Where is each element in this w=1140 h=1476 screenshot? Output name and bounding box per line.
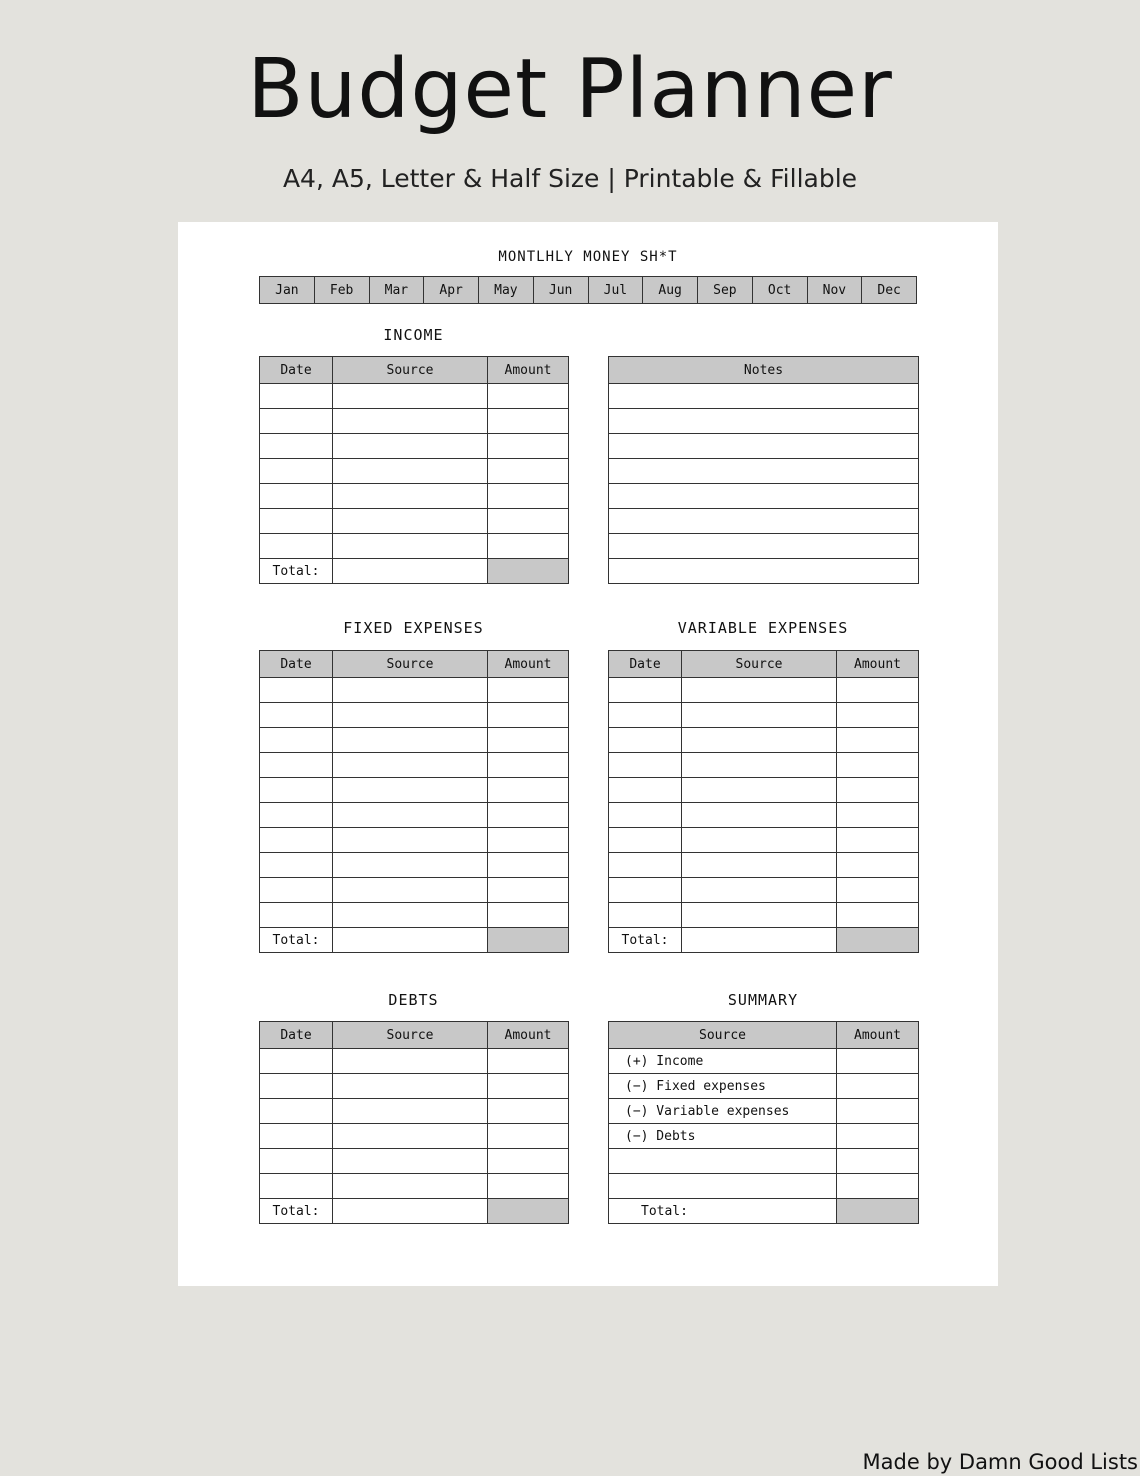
table-cell[interactable] (837, 828, 919, 853)
column-header-date: Date (609, 651, 682, 678)
fixed-expenses-label: FIXED EXPENSES (343, 619, 484, 637)
table-cell[interactable] (488, 703, 569, 728)
table-cell[interactable] (260, 753, 333, 778)
debts-label: DEBTS (388, 991, 439, 1009)
table-cell[interactable] (333, 878, 488, 903)
table-cell[interactable] (609, 903, 682, 928)
table-row (260, 534, 569, 559)
month-tab-apr[interactable]: Apr (424, 277, 479, 303)
page-subtitle: A4, A5, Letter & Half Size | Printable & Fillable (282, 164, 858, 193)
table-row (260, 853, 569, 878)
total-label: Total: (609, 1199, 837, 1224)
table-cell[interactable] (260, 853, 333, 878)
table-cell[interactable] (837, 878, 919, 903)
summary-amount-cell[interactable] (837, 1174, 919, 1199)
table-cell[interactable] (609, 409, 919, 434)
total-amount-cell[interactable] (488, 559, 569, 584)
table-cell[interactable] (609, 509, 919, 534)
table-cell[interactable] (609, 459, 919, 484)
table-cell[interactable] (333, 484, 488, 509)
total-amount-cell[interactable] (488, 1199, 569, 1224)
page-title: Budget Planner (247, 42, 893, 137)
table-row (260, 803, 569, 828)
table-cell[interactable] (682, 678, 837, 703)
summary-row (609, 1124, 919, 1149)
column-header-date: Date (260, 1022, 333, 1049)
summary-item-label (609, 1149, 837, 1174)
column-header-source: Source (682, 651, 837, 678)
table-cell[interactable] (488, 1074, 569, 1099)
table-row (260, 509, 569, 534)
summary-amount-cell[interactable] (837, 1124, 919, 1149)
table-cell[interactable] (837, 728, 919, 753)
table-row (609, 459, 919, 484)
table-row (609, 678, 919, 703)
table-cell[interactable] (488, 828, 569, 853)
summary-item-label: (−) Variable expenses (609, 1099, 837, 1124)
variable-expenses-table (608, 650, 919, 953)
table-cell[interactable] (260, 409, 333, 434)
table-cell[interactable] (260, 509, 333, 534)
summary-row (609, 1074, 919, 1099)
table-cell[interactable] (488, 803, 569, 828)
table-cell[interactable] (682, 853, 837, 878)
total-source-cell[interactable] (682, 928, 837, 953)
summary-row (609, 1174, 919, 1199)
table-cell[interactable] (333, 534, 488, 559)
table-cell[interactable] (488, 1149, 569, 1174)
table-cell[interactable] (488, 778, 569, 803)
summary-amount-cell[interactable] (837, 1099, 919, 1124)
table-cell[interactable] (333, 703, 488, 728)
table-cell[interactable] (488, 903, 569, 928)
table-cell[interactable] (682, 778, 837, 803)
table-cell[interactable] (837, 903, 919, 928)
table-cell[interactable] (488, 728, 569, 753)
month-tab-mar[interactable]: Mar (370, 277, 425, 303)
table-cell[interactable] (260, 1074, 333, 1099)
table-cell[interactable] (260, 534, 333, 559)
table-row (609, 703, 919, 728)
table-cell[interactable] (333, 853, 488, 878)
total-row (260, 928, 569, 953)
table-cell[interactable] (488, 753, 569, 778)
summary-amount-cell[interactable] (837, 1049, 919, 1074)
table-row (609, 828, 919, 853)
table-cell[interactable] (609, 778, 682, 803)
column-header-amount: Amount (837, 1022, 919, 1049)
column-header-amount: Amount (488, 1022, 569, 1049)
table-row (260, 1074, 569, 1099)
table-cell[interactable] (260, 828, 333, 853)
summary-table (608, 1021, 919, 1224)
table-cell[interactable] (260, 1149, 333, 1174)
table-cell[interactable] (333, 1174, 488, 1199)
debts-table (259, 1021, 569, 1224)
month-tab-jun[interactable]: Jun (534, 277, 589, 303)
table-cell[interactable] (333, 1149, 488, 1174)
month-tab-feb[interactable]: Feb (315, 277, 370, 303)
total-amount-cell[interactable] (837, 1199, 919, 1224)
table-row (260, 778, 569, 803)
table-cell[interactable] (488, 1174, 569, 1199)
income-table (259, 356, 569, 584)
table-cell[interactable] (488, 1124, 569, 1149)
total-source-cell[interactable] (333, 928, 488, 953)
table-cell[interactable] (837, 753, 919, 778)
month-tab-nov[interactable]: Nov (808, 277, 863, 303)
total-label: Total: (609, 928, 682, 953)
summary-item-label (609, 1174, 837, 1199)
table-cell[interactable] (488, 1099, 569, 1124)
table-row (609, 728, 919, 753)
table-row (260, 459, 569, 484)
table-cell[interactable] (260, 703, 333, 728)
table-row (260, 434, 569, 459)
column-header-date: Date (260, 357, 333, 384)
table-cell[interactable] (260, 384, 333, 409)
table-cell[interactable] (488, 1049, 569, 1074)
total-row (260, 1199, 569, 1224)
table-row (609, 534, 919, 559)
table-cell[interactable] (837, 778, 919, 803)
column-header-notes: Notes (609, 357, 919, 384)
month-tab-jul[interactable]: Jul (589, 277, 644, 303)
notes-table (608, 356, 919, 584)
table-row (260, 1099, 569, 1124)
total-label: Total: (260, 1199, 333, 1224)
table-row (260, 484, 569, 509)
table-cell[interactable] (682, 878, 837, 903)
table-cell[interactable] (609, 828, 682, 853)
total-label: Total: (260, 559, 333, 584)
table-cell[interactable] (488, 534, 569, 559)
table-cell[interactable] (333, 1074, 488, 1099)
total-row (609, 1199, 919, 1224)
table-row (609, 559, 919, 584)
table-cell[interactable] (609, 384, 919, 409)
summary-label: SUMMARY (727, 991, 799, 1009)
month-tab-may[interactable]: May (479, 277, 534, 303)
total-amount-cell[interactable] (837, 928, 919, 953)
table-cell[interactable] (260, 1099, 333, 1124)
table-cell[interactable] (333, 778, 488, 803)
table-cell[interactable] (488, 409, 569, 434)
table-cell[interactable] (682, 803, 837, 828)
table-cell[interactable] (609, 853, 682, 878)
month-tab-oct[interactable]: Oct (753, 277, 808, 303)
table-cell[interactable] (333, 434, 488, 459)
table-cell[interactable] (260, 778, 333, 803)
table-cell[interactable] (333, 753, 488, 778)
planner-sheet (178, 222, 998, 1286)
table-cell[interactable] (682, 903, 837, 928)
summary-item-label: (+) Income (609, 1049, 837, 1074)
table-cell[interactable] (333, 1099, 488, 1124)
table-cell[interactable] (837, 678, 919, 703)
column-header-source: Source (333, 1022, 488, 1049)
total-row (260, 559, 569, 584)
table-cell[interactable] (488, 484, 569, 509)
table-row (609, 778, 919, 803)
table-cell[interactable] (260, 459, 333, 484)
table-row (260, 678, 569, 703)
summary-item-label: (−) Debts (609, 1124, 837, 1149)
table-header-row (260, 1022, 569, 1049)
table-cell[interactable] (609, 803, 682, 828)
income-label: INCOME (383, 326, 444, 344)
table-cell[interactable] (260, 1049, 333, 1074)
summary-item-label: (−) Fixed expenses (609, 1074, 837, 1099)
table-cell[interactable] (609, 559, 919, 584)
table-row (609, 409, 919, 434)
summary-row (609, 1049, 919, 1074)
month-selector (259, 276, 917, 304)
table-header-row (260, 651, 569, 678)
table-row (609, 509, 919, 534)
table-cell[interactable] (488, 509, 569, 534)
total-source-cell[interactable] (333, 559, 488, 584)
table-row (260, 1174, 569, 1199)
total-amount-cell[interactable] (488, 928, 569, 953)
total-source-cell[interactable] (333, 1199, 488, 1224)
sheet-title: MONTLHLY MONEY SH*T (498, 249, 678, 265)
summary-amount-cell[interactable] (837, 1149, 919, 1174)
table-cell[interactable] (488, 459, 569, 484)
table-cell[interactable] (682, 753, 837, 778)
table-row (260, 703, 569, 728)
column-header-date: Date (260, 651, 333, 678)
table-cell[interactable] (260, 803, 333, 828)
table-row (260, 828, 569, 853)
table-cell[interactable] (488, 878, 569, 903)
table-cell[interactable] (837, 853, 919, 878)
table-cell[interactable] (260, 1124, 333, 1149)
column-header-source: Source (333, 357, 488, 384)
table-cell[interactable] (609, 484, 919, 509)
table-cell[interactable] (682, 728, 837, 753)
table-header-row (609, 651, 919, 678)
total-row (609, 928, 919, 953)
table-row (609, 853, 919, 878)
column-header-amount: Amount (488, 357, 569, 384)
table-cell[interactable] (333, 828, 488, 853)
table-cell[interactable] (333, 678, 488, 703)
table-cell[interactable] (333, 509, 488, 534)
table-cell[interactable] (837, 703, 919, 728)
table-row (609, 878, 919, 903)
month-tab-dec[interactable]: Dec (862, 277, 916, 303)
table-row (260, 1049, 569, 1074)
table-cell[interactable] (260, 903, 333, 928)
table-cell[interactable] (488, 853, 569, 878)
table-row (609, 484, 919, 509)
table-row (260, 878, 569, 903)
column-header-amount: Amount (488, 651, 569, 678)
table-cell[interactable] (260, 728, 333, 753)
table-cell[interactable] (333, 1124, 488, 1149)
table-cell[interactable] (260, 678, 333, 703)
table-row (260, 384, 569, 409)
column-header-source: Source (609, 1022, 837, 1049)
table-cell[interactable] (333, 1049, 488, 1074)
table-row (609, 803, 919, 828)
table-row (260, 903, 569, 928)
table-cell[interactable] (488, 678, 569, 703)
column-header-amount: Amount (837, 651, 919, 678)
total-label: Total: (260, 928, 333, 953)
table-cell[interactable] (333, 903, 488, 928)
table-header-row (609, 357, 919, 384)
table-cell[interactable] (260, 434, 333, 459)
table-cell[interactable] (609, 534, 919, 559)
table-header-row (260, 357, 569, 384)
table-cell[interactable] (609, 753, 682, 778)
table-cell[interactable] (333, 803, 488, 828)
summary-row (609, 1099, 919, 1124)
summary-amount-cell[interactable] (837, 1074, 919, 1099)
month-tab-jan[interactable]: Jan (260, 277, 315, 303)
table-cell[interactable] (682, 703, 837, 728)
column-header-source: Source (333, 651, 488, 678)
table-cell[interactable] (488, 434, 569, 459)
table-row (260, 1124, 569, 1149)
table-row (260, 1149, 569, 1174)
table-cell[interactable] (333, 728, 488, 753)
table-cell[interactable] (260, 878, 333, 903)
table-row (260, 409, 569, 434)
table-row (260, 753, 569, 778)
table-cell[interactable] (260, 484, 333, 509)
table-cell[interactable] (488, 384, 569, 409)
table-row (609, 434, 919, 459)
footer-credit: Made by Damn Good Lists (862, 1450, 1138, 1474)
table-row (609, 384, 919, 409)
table-header-row (609, 1022, 919, 1049)
table-cell[interactable] (333, 459, 488, 484)
month-tab-aug[interactable]: Aug (643, 277, 698, 303)
table-row (609, 903, 919, 928)
fixed-expenses-table (259, 650, 569, 953)
table-cell[interactable] (609, 703, 682, 728)
table-cell[interactable] (333, 384, 488, 409)
summary-row (609, 1149, 919, 1174)
table-row (260, 728, 569, 753)
table-cell[interactable] (609, 678, 682, 703)
table-cell[interactable] (609, 434, 919, 459)
month-tab-sep[interactable]: Sep (698, 277, 753, 303)
table-cell[interactable] (609, 728, 682, 753)
table-cell[interactable] (609, 878, 682, 903)
table-cell[interactable] (260, 1174, 333, 1199)
table-row (609, 753, 919, 778)
table-cell[interactable] (837, 803, 919, 828)
table-cell[interactable] (333, 409, 488, 434)
table-cell[interactable] (682, 828, 837, 853)
variable-expenses-label: VARIABLE EXPENSES (677, 619, 849, 637)
